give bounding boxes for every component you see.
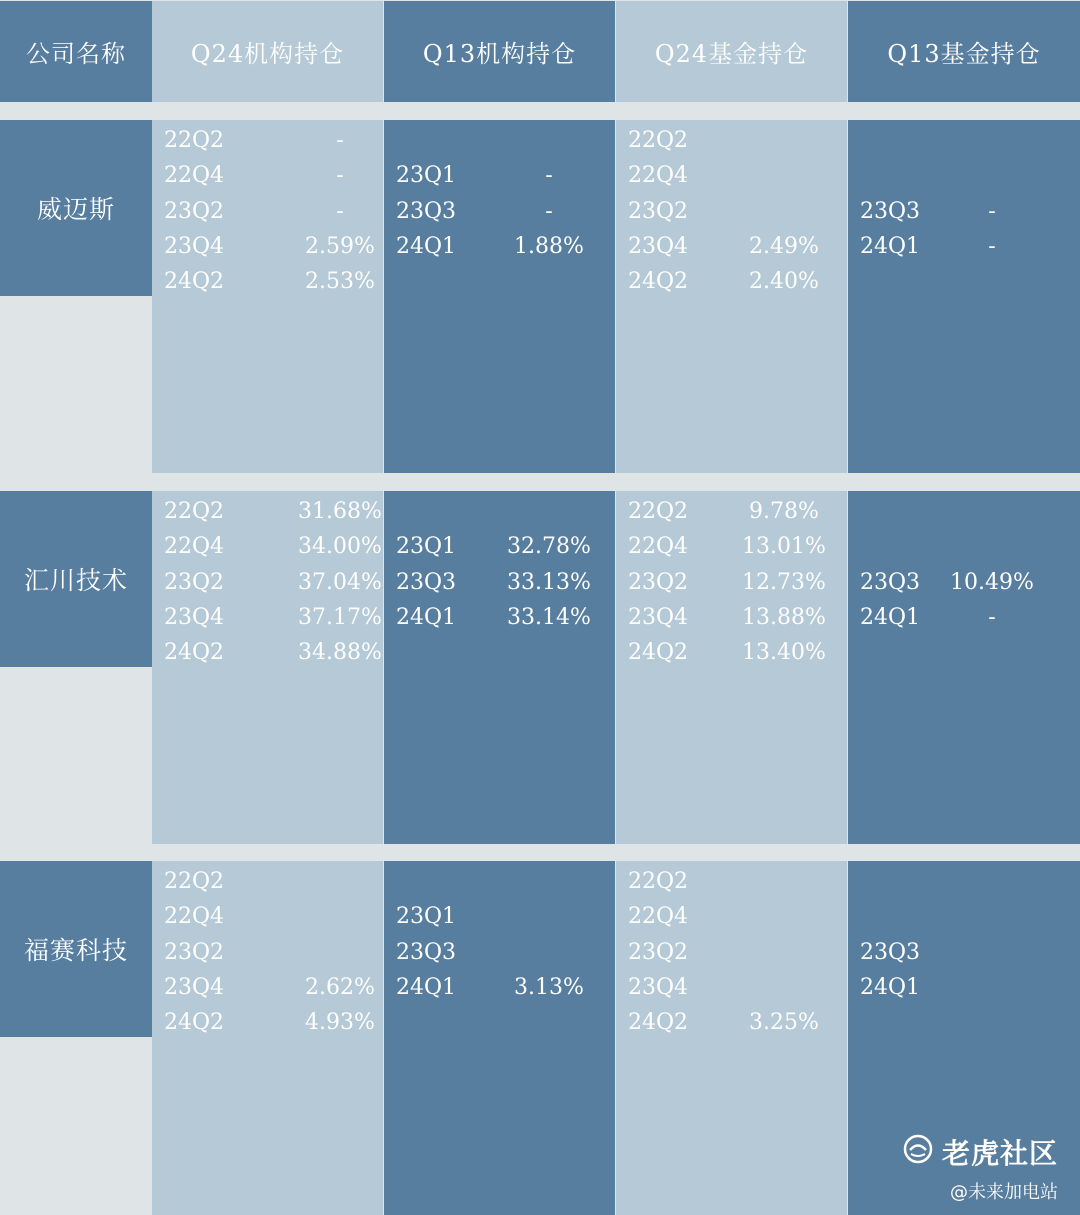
quarter-label: 23Q3 — [396, 569, 457, 595]
quarter-label: 23Q3 — [396, 198, 457, 224]
holding-value: - — [336, 163, 344, 189]
holding-value: 10.49% — [950, 569, 1034, 595]
watermark — [902, 1132, 1058, 1204]
company-name: 威迈斯 — [0, 120, 152, 296]
holding-value — [724, 864, 844, 899]
quarter-label: 22Q4 — [164, 904, 225, 930]
quarter-label: 24Q1 — [396, 604, 457, 630]
quarter-label: 23Q4 — [628, 604, 689, 630]
quarter-label: 23Q3 — [860, 198, 921, 224]
holding-value: 2.40% — [749, 269, 819, 295]
quarter-label: 23Q3 — [860, 569, 921, 595]
quarter-label: 22Q2 — [164, 499, 225, 524]
quarter-label: 22Q2 — [164, 128, 225, 153]
quarter-label: 22Q4 — [628, 904, 689, 930]
holding-value: 31.68% — [298, 499, 382, 524]
holding-value: 13.40% — [742, 640, 826, 666]
holdings-cell-q13-inst — [384, 861, 615, 1215]
column-header: Q13机构持仓 — [384, 1, 615, 102]
holdings-cell-q24-inst — [152, 861, 383, 1215]
quarter-label: 24Q1 — [396, 974, 457, 1000]
holding-value: 12.73% — [742, 569, 826, 595]
quarter-label: 22Q2 — [628, 869, 689, 894]
holding-value: 1.88% — [514, 233, 584, 259]
holding-value — [724, 158, 844, 193]
holding-value: 2.49% — [749, 233, 819, 259]
column-header: Q24机构持仓 — [152, 1, 383, 102]
holding-value: 2.53% — [305, 269, 375, 295]
holding-value: 32.78% — [507, 534, 591, 560]
company-name: 汇川技术 — [0, 491, 152, 667]
quarter-label: 23Q2 — [164, 569, 225, 595]
quarter-label: 22Q4 — [164, 163, 225, 189]
quarter-label: 23Q2 — [628, 939, 689, 965]
quarter-label: 24Q2 — [164, 640, 225, 666]
quarter-label: 23Q4 — [164, 604, 225, 630]
holding-value: 3.13% — [514, 974, 584, 1000]
column-header: Q24基金持仓 — [616, 1, 847, 102]
quarter-label: 23Q4 — [628, 233, 689, 259]
quarter-label: 22Q2 — [628, 499, 689, 524]
quarter-label: 24Q2 — [164, 269, 225, 295]
holding-value: - — [988, 233, 996, 259]
quarter-label: 24Q1 — [860, 604, 921, 630]
holding-value: - — [336, 128, 344, 153]
quarter-label: 24Q2 — [628, 640, 689, 666]
quarter-label: 23Q1 — [396, 904, 457, 930]
holding-value — [932, 935, 1052, 970]
column-header: Q13基金持仓 — [848, 1, 1080, 102]
holding-value — [724, 935, 844, 970]
holdings-cell-q24-inst — [152, 120, 383, 473]
holding-value: 13.88% — [742, 604, 826, 630]
quarter-label: 23Q2 — [164, 198, 225, 224]
holding-value — [724, 194, 844, 229]
quarter-label: 23Q2 — [164, 939, 225, 965]
quarter-label: 23Q3 — [396, 939, 457, 965]
holding-value — [489, 935, 609, 970]
holding-value: - — [336, 198, 344, 224]
holding-value: 37.17% — [298, 604, 382, 630]
quarter-label: 22Q4 — [628, 534, 689, 560]
holding-value: 33.13% — [507, 569, 591, 595]
quarter-label: 23Q4 — [164, 233, 225, 259]
holding-value: - — [988, 604, 996, 630]
holding-value: 33.14% — [507, 604, 591, 630]
quarter-label: 23Q1 — [396, 163, 457, 189]
quarter-label: 24Q1 — [396, 233, 457, 259]
column-header: 公司名称 — [0, 1, 152, 102]
quarter-label: 23Q3 — [860, 939, 921, 965]
holding-value: 13.01% — [742, 534, 826, 560]
quarter-label: 22Q4 — [628, 163, 689, 189]
holdings-cell-q24-fund — [616, 861, 847, 1215]
quarter-label: 22Q2 — [628, 128, 689, 153]
holding-value — [280, 899, 400, 934]
holdings-cell-q13-fund — [848, 120, 1080, 473]
quarter-label: 23Q1 — [396, 534, 457, 560]
holding-value: 37.04% — [298, 569, 382, 595]
holding-value — [280, 935, 400, 970]
holding-value: 2.62% — [305, 974, 375, 1000]
holding-value: 3.25% — [749, 1010, 819, 1036]
quarter-label: 22Q4 — [164, 534, 225, 560]
tiger-logo-icon — [902, 1133, 934, 1172]
quarter-label: 23Q2 — [628, 198, 689, 224]
holding-value — [724, 970, 844, 1005]
quarter-label: 24Q2 — [628, 269, 689, 295]
holding-value: - — [988, 198, 996, 224]
holdings-cell-q24-inst — [152, 491, 383, 844]
quarter-label: 24Q1 — [860, 233, 921, 259]
holding-value: 2.59% — [305, 233, 375, 259]
company-name: 福赛科技 — [0, 861, 152, 1037]
holding-value — [932, 970, 1052, 1005]
holdings-cell-q24-fund — [616, 491, 847, 844]
holding-value: 34.88% — [298, 640, 382, 666]
holding-value: 4.93% — [305, 1010, 375, 1036]
holding-value — [724, 899, 844, 934]
holding-value: - — [545, 163, 553, 189]
holding-value: - — [545, 198, 553, 224]
holding-value — [280, 864, 400, 899]
quarter-label: 24Q2 — [628, 1010, 689, 1036]
holding-value — [724, 123, 844, 158]
quarter-label: 23Q4 — [164, 974, 225, 1000]
watermark-sub-text: @未来加电站 — [950, 1182, 1058, 1203]
quarter-label: 22Q2 — [164, 869, 225, 894]
holdings-cell-q13-inst — [384, 120, 615, 473]
holdings-cell-q13-inst — [384, 491, 615, 844]
holding-value: 9.78% — [749, 499, 819, 524]
holdings-cell-q24-fund — [616, 120, 847, 473]
holdings-cell-q13-fund — [848, 491, 1080, 844]
holding-value: 34.00% — [298, 534, 382, 560]
watermark-main-text: 老虎社区 — [941, 1137, 1058, 1170]
quarter-label: 24Q2 — [164, 1010, 225, 1036]
quarter-label: 24Q1 — [860, 974, 921, 1000]
quarter-label: 23Q2 — [628, 569, 689, 595]
quarter-label: 23Q4 — [628, 974, 689, 1000]
holding-value — [489, 899, 609, 934]
